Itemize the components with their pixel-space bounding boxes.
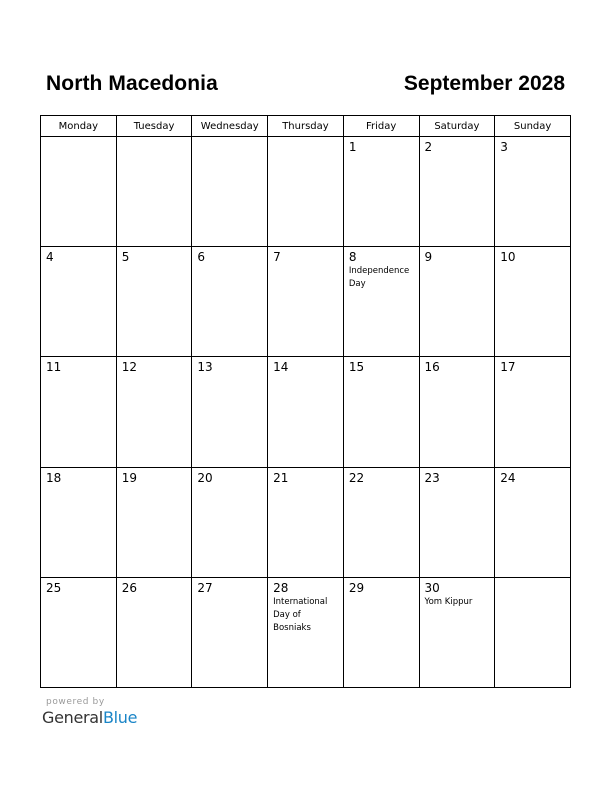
- week-row: [41, 467, 571, 577]
- day-cell: [343, 577, 419, 687]
- weekday-tuesday: Tuesday: [116, 116, 192, 137]
- day-cell: [495, 357, 571, 467]
- day-cell: [495, 577, 571, 687]
- day-number: 15: [348, 360, 365, 375]
- day-number: 26: [121, 580, 137, 595]
- logo-text-general: General: [42, 708, 103, 727]
- day-cell: [116, 577, 192, 687]
- weekday-wednesday: Wednesday: [192, 116, 268, 137]
- day-number: 4: [46, 250, 54, 265]
- generalblue-logo: [42, 708, 137, 727]
- day-number: 14: [273, 360, 289, 375]
- day-number: 12: [121, 360, 137, 375]
- day-cell: [116, 247, 192, 357]
- day-number: 3: [500, 140, 508, 154]
- weekday-sunday: Sunday: [495, 116, 571, 137]
- day-number: [117, 137, 192, 141]
- day-cell: [116, 137, 192, 247]
- day-cell: [495, 137, 571, 247]
- day-number: 29: [348, 580, 365, 595]
- calendar-grid: [40, 115, 571, 688]
- day-cell: [419, 467, 495, 577]
- day-number: 20: [197, 470, 213, 485]
- day-number: [192, 137, 267, 141]
- country-title: North Macedonia: [46, 72, 218, 95]
- day-cell: [192, 137, 268, 247]
- day-cell: [41, 577, 117, 687]
- day-cell: [268, 357, 344, 467]
- day-cell: [116, 357, 192, 467]
- week-row: [41, 577, 571, 687]
- weekday-friday: Friday: [343, 116, 419, 137]
- day-number: 11: [46, 360, 62, 375]
- day-number: 23: [424, 470, 440, 485]
- day-cell: [268, 137, 344, 247]
- day-number: 24: [500, 470, 516, 485]
- day-cell: [419, 577, 495, 687]
- month-title: September 2028: [403, 72, 565, 95]
- day-cell: [268, 467, 344, 577]
- day-cell: [192, 357, 268, 467]
- week-row: [41, 137, 571, 247]
- day-cell: [192, 577, 268, 687]
- day-number: 30: [424, 580, 440, 595]
- day-cell: [495, 467, 571, 577]
- day-number: 17: [500, 360, 516, 375]
- day-cell: [419, 247, 495, 357]
- day-number: [495, 578, 570, 582]
- day-number: 9: [424, 250, 433, 265]
- day-cell: [495, 247, 571, 357]
- day-number: [41, 137, 116, 141]
- day-cell: [268, 247, 344, 357]
- day-number: [268, 137, 343, 141]
- weekday-saturday: Saturday: [419, 116, 495, 137]
- day-cell: [268, 577, 344, 687]
- day-number: 16: [424, 360, 440, 375]
- day-number: 28: [273, 580, 289, 595]
- day-number: 25: [46, 580, 62, 595]
- day-cell: [41, 247, 117, 357]
- day-cell: [419, 357, 495, 467]
- day-cell: [41, 467, 117, 577]
- day-number: 7: [273, 250, 281, 265]
- day-number: 1: [348, 140, 357, 154]
- day-cell: [192, 247, 268, 357]
- day-cell: [343, 247, 419, 357]
- day-number: 22: [348, 470, 365, 485]
- holiday-label: Independence Day: [348, 266, 410, 290]
- week-row: [41, 247, 571, 357]
- holiday-label: Yom Kippur: [424, 596, 473, 607]
- logo-text-blue: Blue: [102, 708, 138, 727]
- day-cell: [419, 137, 495, 247]
- day-cell: [343, 357, 419, 467]
- weekday-thursday: Thursday: [268, 116, 344, 137]
- day-cell: [192, 467, 268, 577]
- day-number: 2: [424, 140, 433, 154]
- powered-by-label: powered by: [46, 697, 105, 707]
- day-number: 5: [121, 250, 130, 265]
- day-cell: [343, 137, 419, 247]
- day-cell: [343, 467, 419, 577]
- day-number: 18: [46, 470, 62, 485]
- week-row: [41, 357, 571, 467]
- day-number: 13: [197, 360, 213, 375]
- day-number: 10: [500, 250, 516, 265]
- weekday-header-row: [41, 116, 571, 137]
- day-cell: [41, 137, 117, 247]
- holiday-label: International Day of Bosniaks: [273, 596, 328, 633]
- weekday-monday: Monday: [41, 116, 117, 137]
- day-number: 8: [348, 250, 357, 265]
- day-number: 21: [273, 470, 289, 485]
- day-number: 6: [197, 250, 206, 265]
- day-cell: [116, 467, 192, 577]
- day-cell: [41, 357, 117, 467]
- day-number: 19: [121, 470, 137, 485]
- day-number: 27: [197, 580, 213, 595]
